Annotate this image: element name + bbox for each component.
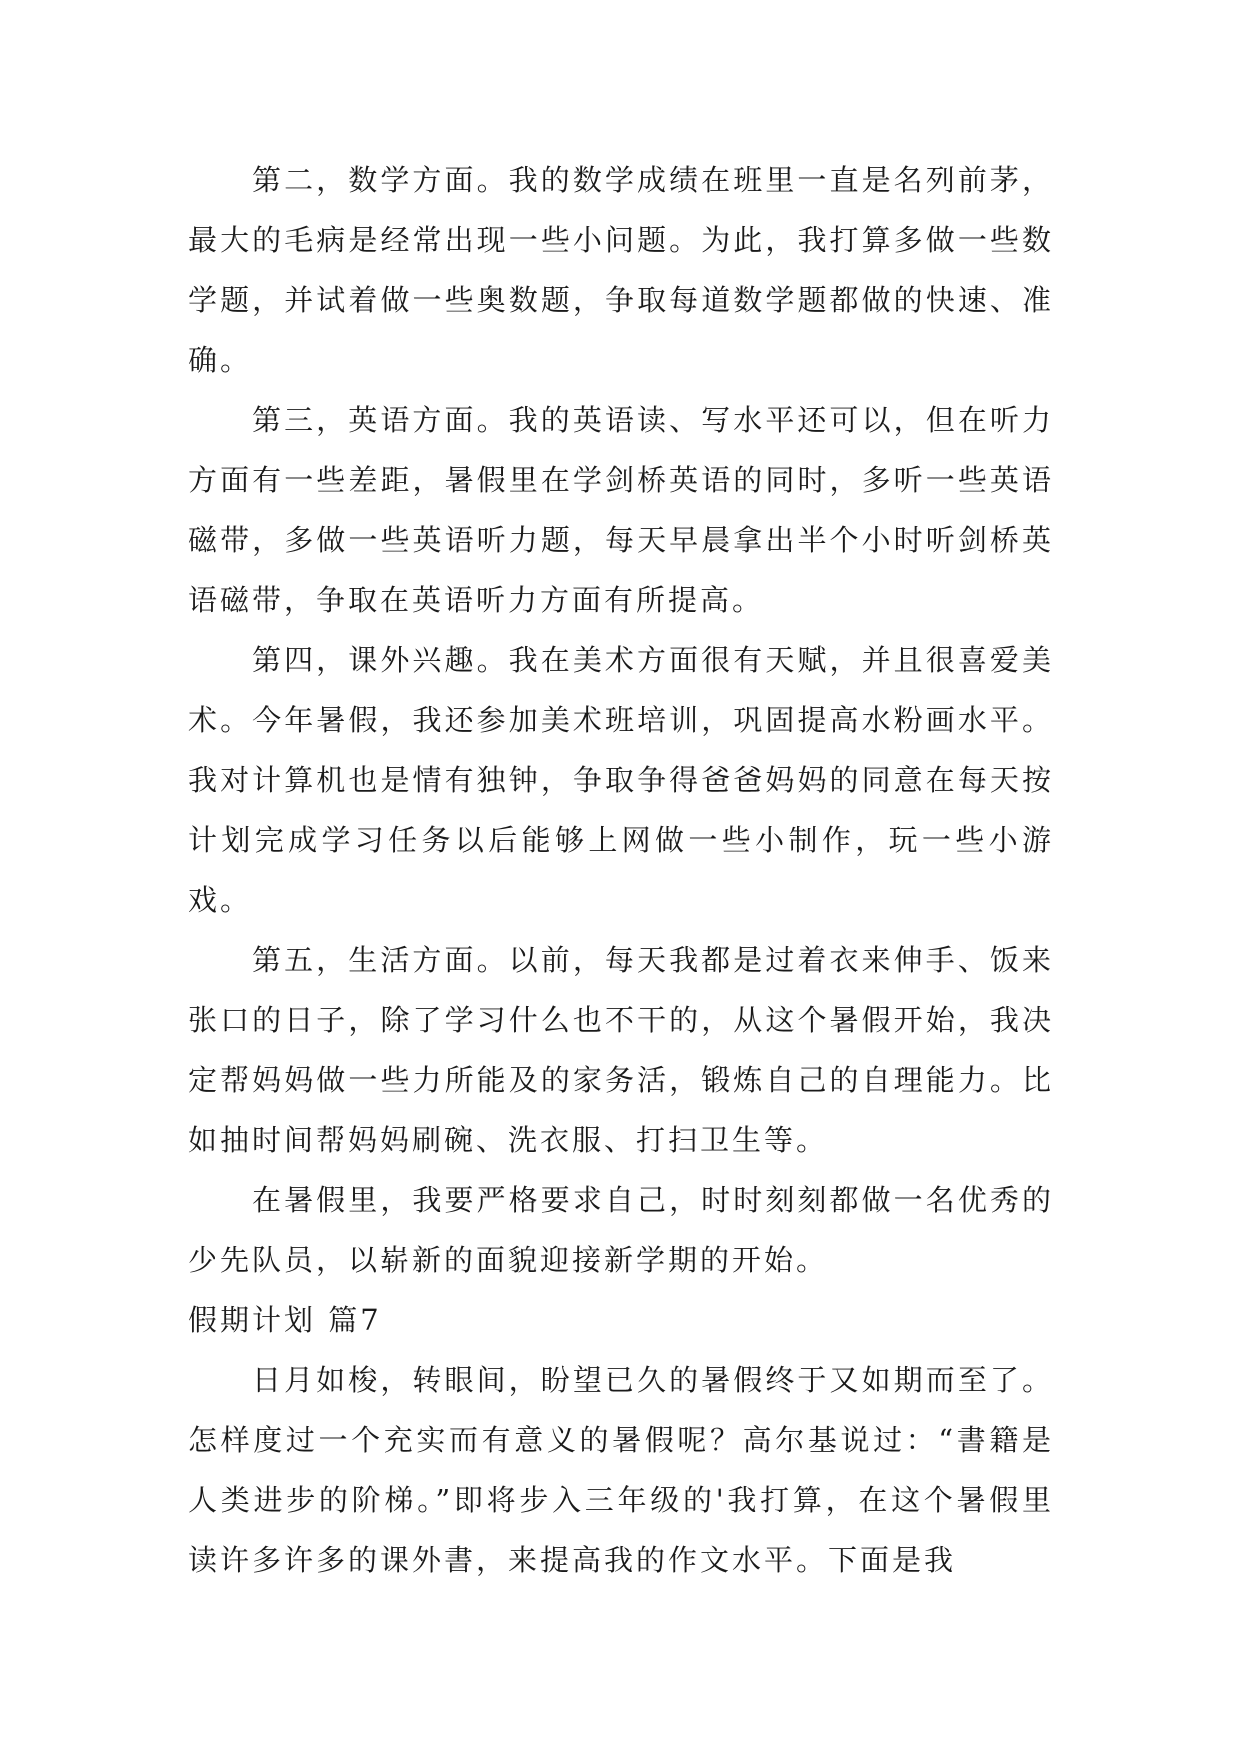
paragraph-interests: 第四，课外兴趣。我在美术方面很有天赋，并且很喜爱美术。今年暑假，我还参加美术班培训，巩固提高水粉画水平。我对计算机也是情有独钟，争取争得爸爸妈妈的同意在每天按计划完成学习任务以后能够上网做一些小制作，玩一些小游戏。	[188, 643, 1054, 917]
paragraph-summary: 在暑假里，我要严格要求自己，时时刻刻都做一名优秀的少先队员，以崭新的面貌迎接新学期的开始。	[188, 1183, 1054, 1277]
paragraph-life: 第五，生活方面。以前，每天我都是过着衣来伸手、饭来张口的日子，除了学习什么也不干的，从这个暑假开始，我决定帮妈妈做一些力所能及的家务活，锻炼自己的自理能力。比如抽时间帮妈妈刷碗、洗衣服、打扫卫生等。	[188, 943, 1054, 1157]
section-heading: 假期计划 篇7	[188, 1303, 382, 1337]
document-body	[188, 150, 1054, 1590]
paragraph-math: 第二，数学方面。我的数学成绩在班里一直是名列前茅，最大的毛病是经常出现一些小问题。为此，我打算多做一些数学题，并试着做一些奥数题，争取每道数学题都做的快速、准确。	[188, 163, 1054, 377]
paragraph-intro: 日月如梭，转眼间，盼望已久的暑假终于又如期而至了。怎样度过一个充实而有意义的暑假呢？高尔基说过：“書籍是人类进步的阶梯。”即将步入三年级的'我打算，在这个暑假里读许多许多的课外書，来提高我的作文水平。下面是我	[188, 1363, 1054, 1577]
paragraph-english: 第三，英语方面。我的英语读、写水平还可以，但在听力方面有一些差距，暑假里在学剑桥英语的同时，多听一些英语磁带，多做一些英语听力题，每天早晨拿出半个小时听剑桥英语磁带，争取在英语听力方面有所提高。	[188, 403, 1054, 617]
